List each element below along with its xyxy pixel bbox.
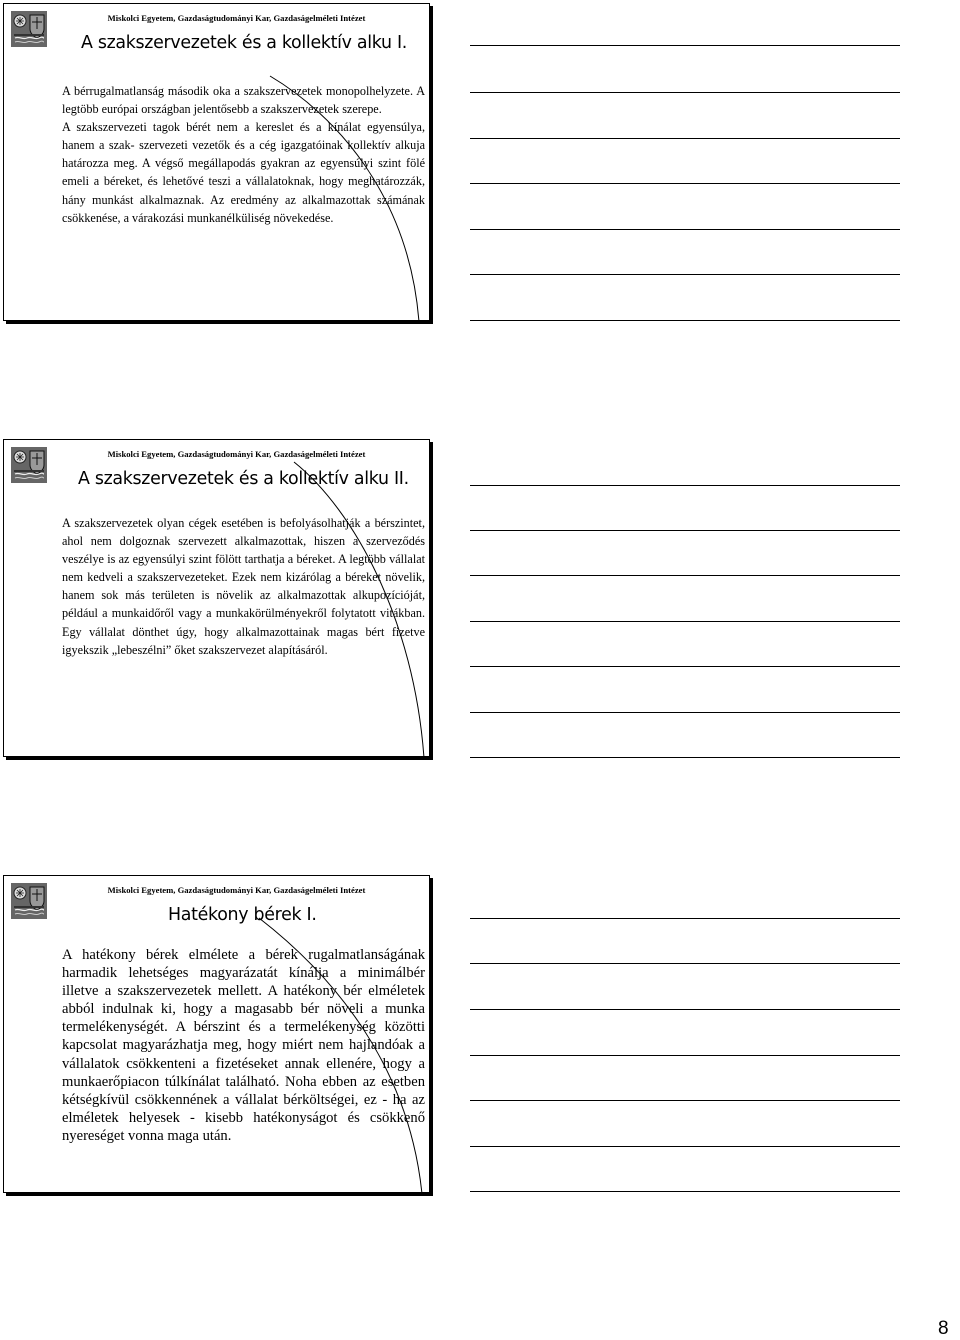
institution-header: Miskolci Egyetem, Gazdaságtudományi Kar, Gazdaságelméleti Intézet: [107, 885, 366, 895]
slide-title: A szakszervezetek és a kollektív alku I.: [81, 33, 408, 53]
slide-1: [3, 3, 430, 321]
note-line: [470, 1055, 900, 1056]
note-line: [470, 138, 900, 139]
note-line: [470, 92, 900, 93]
note-line: [470, 918, 900, 919]
page-number: 8: [938, 1318, 949, 1339]
note-line: [470, 757, 900, 758]
note-line: [470, 485, 900, 486]
university-crest-icon: [10, 446, 48, 484]
note-line: [470, 666, 900, 667]
note-line: [470, 621, 900, 622]
university-crest-icon: [10, 10, 48, 48]
slide-paragraph: A szakszervezeti tagok bérét nem a kereslet és a kínálat egyensúlya, hanem a szak- szervezeti vezetők és a cég igazgatóinak kollektív alkuja határozza meg. A végső megállapodás gyakran az egyensúlyi szint fölé emeli a béreket, és lehetővé teszi a vállalatoknak, hogy meghatározzák, hány munkást alkalmaznak. Az eredmény az alkalmazottak számának csökkenése, a várakozási munkanélküliség növekedése.: [62, 120, 425, 225]
note-line: [470, 530, 900, 531]
slide-paragraph: A hatékony bérek elmélete a bérek rugalmatlanságának harmadik lehetséges magyarázatát kínálja a minimálbér illetve a szakszervezetek mellett. A hatékony bér elméletek abból indulnak ki, hogy a magasabb bér növeli a munka termelékenységét. A bérszint és a termelékenység közötti kapcsolat magyarázhatja meg, hogy miért nem hajlandóak a vállalatok csökkenteni a fizetéseket annak ellenére, hogy a munkaerőpiacon túlkínálat található. Noha ebben az esetben kétségkívül csökkennének a vállalat bérköltségei, ez - ha az elméletek helyesek - kisebb hatékonyságot és csökkenő nyereséget vonna maga után.: [62, 947, 425, 1144]
note-line: [470, 712, 900, 713]
note-line: [470, 1191, 900, 1192]
slide-body: [62, 514, 425, 659]
note-line: [470, 183, 900, 184]
slide-body: [62, 946, 425, 1145]
slide-title: A szakszervezetek és a kollektív alku II.: [78, 469, 409, 489]
slide-paragraph: A szakszervezetek olyan cégek esetében is befolyásolhatják a bérszintet, ahol nem dolgoznak szervezett alkalmazottak, hiszen a szerveződés veszélye is az egyensúlyi szint fölött tarthatja a béreket. A legtöbb vállalat nem kedveli a szakszervezeteket. Ezek nem kizárólag a béreket növelik, hanem sok más területen is növelik az alkalmazottak alkupozícióját, például a munkaidőről vagy a munkakörülményekről folytatott vitákban. Egy vállalat dönthet úgy, hogy alkalmazottainak magas bért fizetve igyekszik „lebeszélni” őket szakszervezet alapításáról.: [62, 516, 425, 657]
note-line: [470, 229, 900, 230]
institution-header: Miskolci Egyetem, Gazdaságtudományi Kar, Gazdaságelméleti Intézet: [107, 13, 366, 23]
note-line: [470, 1009, 900, 1010]
slide-3: [3, 875, 430, 1193]
note-line: [470, 1146, 900, 1147]
institution-header: Miskolci Egyetem, Gazdaságtudományi Kar, Gazdaságelméleti Intézet: [107, 449, 366, 459]
slide-2: [3, 439, 430, 757]
note-line: [470, 45, 900, 46]
slide-body: [62, 82, 425, 227]
note-line: [470, 575, 900, 576]
note-line: [470, 1100, 900, 1101]
university-crest-icon: [10, 882, 48, 920]
note-line: [470, 963, 900, 964]
slide-title: Hatékony bérek I.: [168, 905, 317, 925]
note-line: [470, 320, 900, 321]
slide-paragraph: A bérrugalmatlanság második oka a szakszervezetek monopolhelyzete. A legtöbb európai országban jelentősebb a szakszervezetek szerepe.: [62, 84, 425, 117]
note-line: [470, 274, 900, 275]
